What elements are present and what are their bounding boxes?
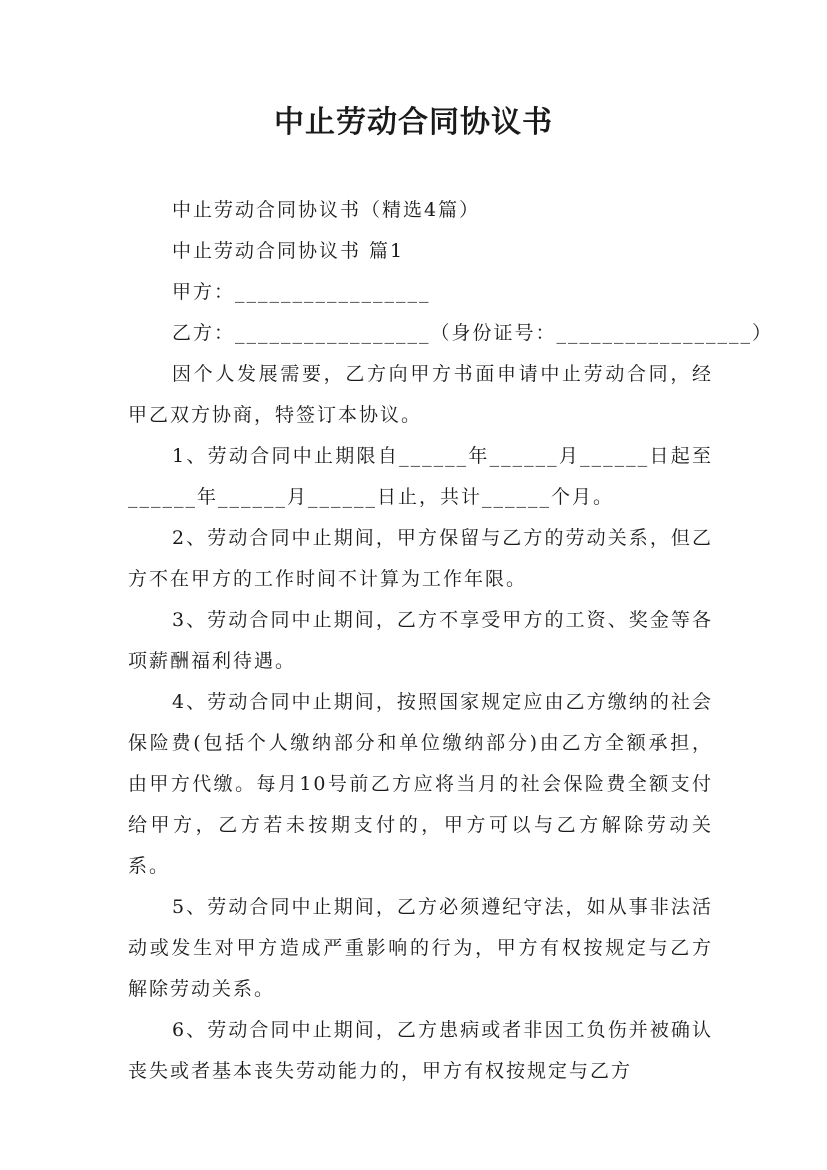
party-a-line: 甲方：_________________ — [172, 281, 431, 303]
paragraph-intro: 因个人发展需要，乙方向甲方书面申请中止劳动合同，经甲乙双方协商，特签订本协议。 — [128, 363, 713, 426]
document-body — [128, 190, 774, 1092]
paragraph-clause-4: 4、劳动合同中止期间，按照国家规定应由乙方缴纳的社会保险费(包括个人缴纳部分和单位缴纳部分)由乙方全额承担，由甲方代缴。每月10号前乙方应将当月的社会保险费全额支付给甲方，乙方若未按期支付的，甲方可以与乙方解除劳动关系。 — [128, 691, 713, 877]
paragraph-clause-6: 6、劳动合同中止期间，乙方患病或者非因工负伤并被确认丧失或者基本丧失劳动能力的，甲方有权按规定与乙方 — [128, 1019, 713, 1082]
document-title: 中止劳动合同协议书 — [274, 105, 553, 140]
paragraph-clause-3: 3、劳动合同中止期间，乙方不享受甲方的工资、奖金等各项薪酬福利待遇。 — [128, 609, 713, 672]
section-heading: 中止劳动合同协议书 篇1 — [172, 240, 405, 262]
subtitle-line: 中止劳动合同协议书（精选4篇） — [172, 199, 481, 221]
party-b-line: 乙方：_________________（身份证号：_________________） — [172, 322, 774, 344]
paragraph-clause-2: 2、劳动合同中止期间，甲方保留与乙方的劳动关系，但乙方不在甲方的工作时间不计算为工作年限。 — [128, 527, 713, 590]
paragraph-clause-1: 1、劳动合同中止期限自______年______月______日起至______年______月______日止，共计______个月。 — [128, 445, 713, 508]
paragraph-clause-5: 5、劳动合同中止期间，乙方必须遵纪守法，如从事非法活动或发生对甲方造成严重影响的行为，甲方有权按规定与乙方解除劳动关系。 — [128, 896, 713, 1000]
